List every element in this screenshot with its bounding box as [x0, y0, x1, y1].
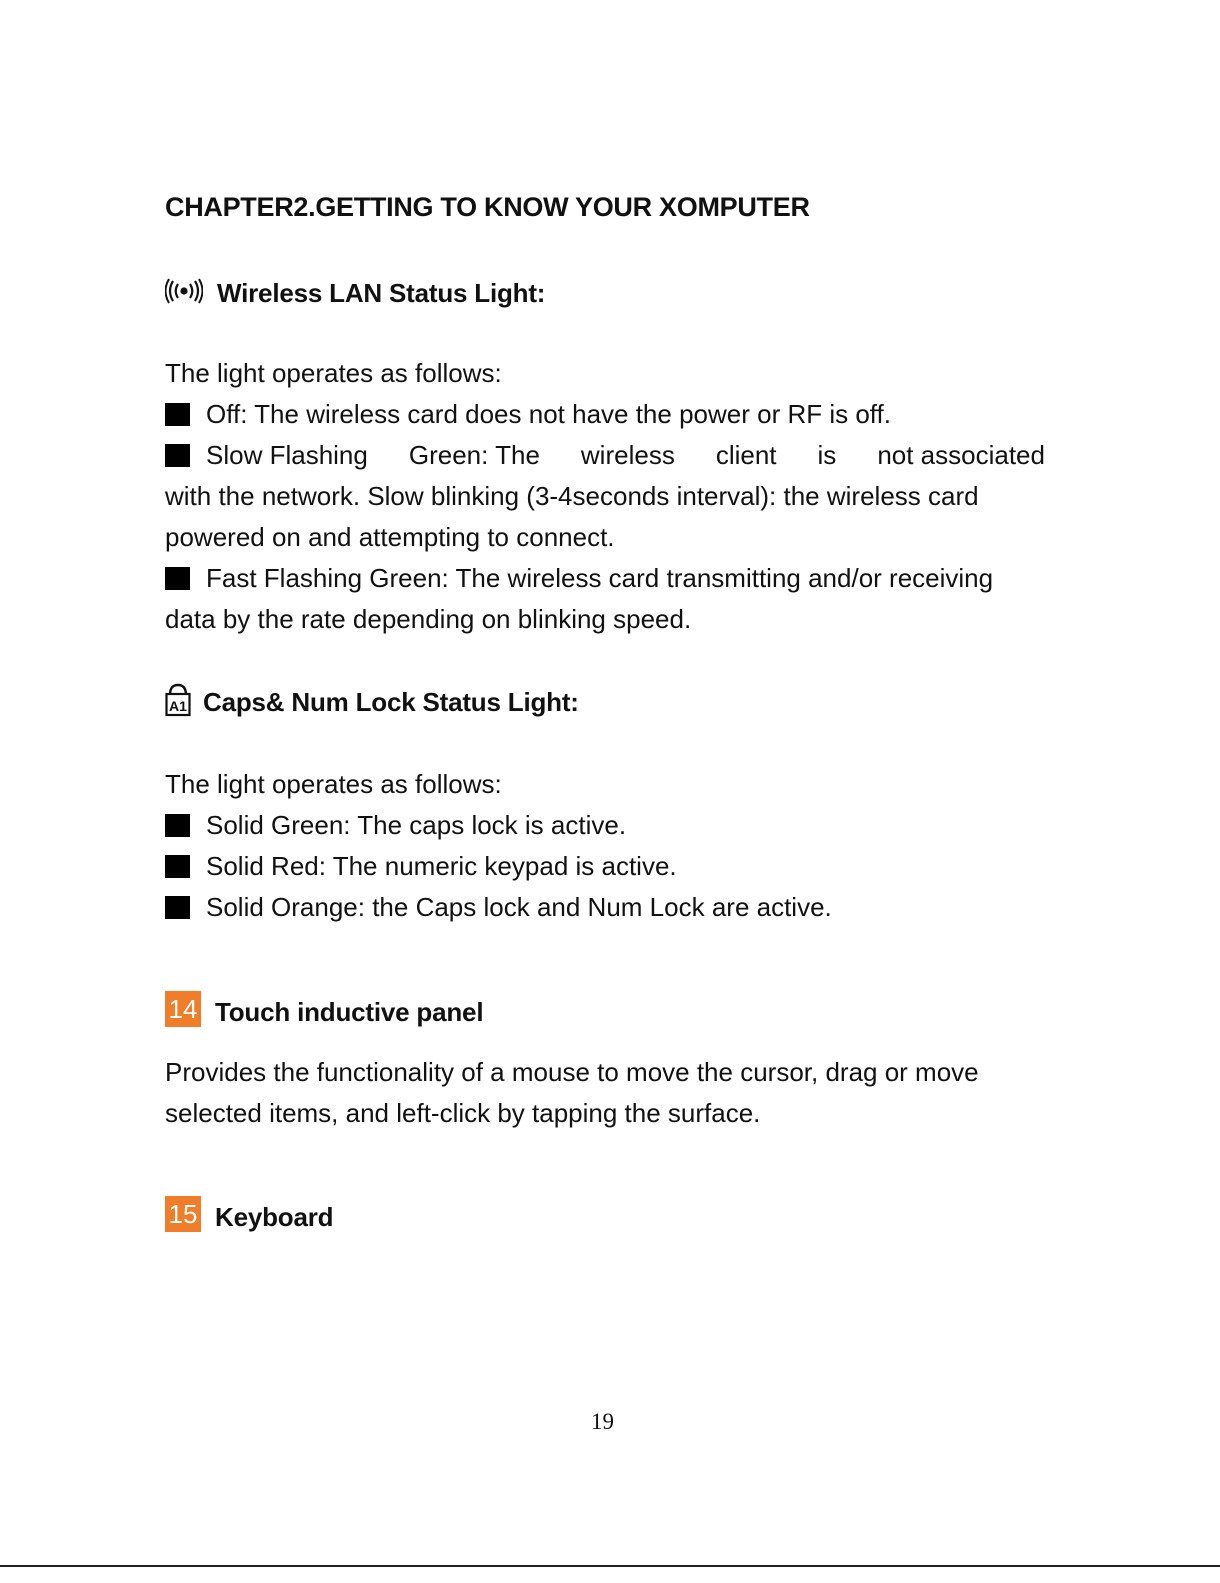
wireless-bullet-fast: [165, 558, 1045, 599]
word: client: [715, 440, 777, 470]
touch-line-1: Provides the functionality of a mouse to move the cursor, drag or move: [165, 1057, 979, 1087]
section-number-badge: 14: [165, 991, 201, 1027]
word: Green: The: [408, 440, 540, 470]
word: is: [817, 440, 837, 470]
wireless-bullet-slow: [165, 435, 1045, 476]
touch-section-heading: [165, 989, 483, 1028]
wireless-bullet-slow-text: [206, 435, 1045, 476]
bullet-square-icon: [165, 444, 190, 467]
bullet-square-icon: [165, 567, 190, 590]
word: not associated: [877, 440, 1045, 470]
wireless-heading-text: Wireless LAN Status Light:: [217, 278, 546, 308]
wireless-section-heading: [165, 276, 545, 311]
keyboard-section-heading: [165, 1194, 333, 1233]
bullet-square-icon: [165, 403, 190, 426]
chapter-title: CHAPTER2.GETTING TO KNOW YOUR XOMPUTER: [165, 192, 810, 222]
bottom-divider: [0, 1565, 1220, 1567]
wireless-bullet-slow-cont-1: with the network. Slow blinking (3-4seconds interval): the wireless card: [165, 481, 979, 511]
caps-lock-icon: [165, 683, 191, 722]
word: Slow Flashing: [206, 440, 368, 470]
page-number: 19: [591, 1409, 614, 1434]
wireless-signal-icon: [165, 276, 203, 311]
caps-bullet-text: Solid Orange: the Caps lock and Num Lock are active.: [206, 892, 832, 922]
word: wireless: [580, 440, 675, 470]
caps-intro: The light operates as follows:: [165, 769, 502, 799]
caps-heading-text: Caps& Num Lock Status Light:: [203, 687, 579, 717]
bullet-square-icon: [165, 855, 190, 878]
wireless-bullet-slow-cont-2: powered on and attempting to connect.: [165, 522, 615, 552]
bullet-square-icon: [165, 814, 190, 837]
caps-section-heading: [165, 683, 579, 722]
wireless-bullet-off: [165, 394, 1045, 435]
caps-bullet-text: Solid Green: The caps lock is active.: [206, 810, 627, 840]
touch-section-body: [165, 1052, 1045, 1134]
wireless-bullet-fast-text: Fast Flashing Green: The wireless card transmitting and/or receiving: [206, 563, 994, 593]
caps-bullet: [165, 805, 1045, 846]
touch-heading-text: Touch inductive panel: [215, 997, 484, 1027]
wireless-intro: The light operates as follows:: [165, 358, 502, 388]
keyboard-heading-text: Keyboard: [215, 1202, 334, 1232]
caps-bullet: [165, 846, 1045, 887]
caps-section-body: [165, 764, 1045, 928]
caps-lock-icon-label: A1: [169, 698, 187, 714]
touch-line-2: selected items, and left-click by tapping the surface.: [165, 1098, 761, 1128]
section-number-badge: 15: [165, 1196, 201, 1232]
wireless-bullet-off-text: Off: The wireless card does not have the power or RF is off.: [206, 399, 892, 429]
caps-bullet-text: Solid Red: The numeric keypad is active.: [206, 851, 677, 881]
bullet-square-icon: [165, 896, 190, 919]
wireless-section-body: [165, 353, 1045, 640]
caps-bullet: [165, 887, 1045, 928]
wireless-bullet-fast-cont: data by the rate depending on blinking speed.: [165, 604, 692, 634]
